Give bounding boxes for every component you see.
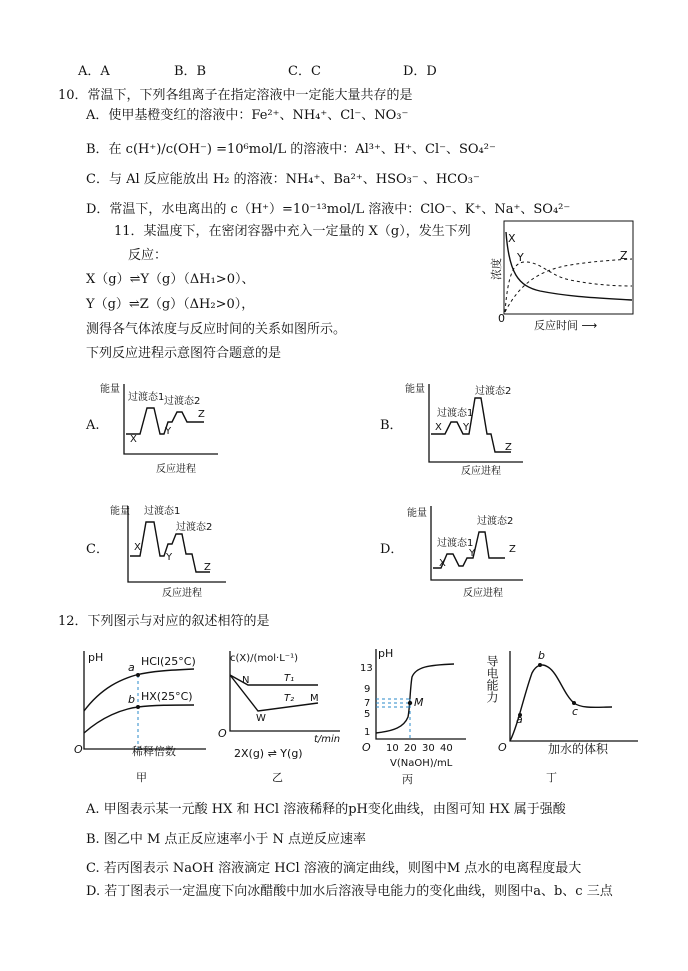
- ding-origin: O: [498, 741, 507, 754]
- ding-xlabel: 加水的体积: [548, 742, 609, 756]
- q11-eq2: Y（g）⇌Z（g）（ΔH₂>0），: [86, 297, 255, 312]
- diagram-c-letter: C．: [86, 542, 109, 557]
- ts1-label-b: 过渡态1: [437, 408, 474, 419]
- bing-xlabel: V(NaOH)/mL: [390, 758, 453, 769]
- q11-line2: 反应：: [128, 248, 168, 263]
- yi-point-m: M: [310, 693, 319, 704]
- q10-option-d: D．常温下，水电离出的 c（H⁺）=10⁻¹³mol/L 溶液中：ClO⁻、K⁺、Na⁺、SO₄²⁻: [86, 202, 571, 217]
- bing-xtick-20: 20: [404, 743, 417, 754]
- q11-line3: 测得各气体浓度与反应时间的关系如图所示。: [86, 322, 347, 337]
- diagram-d-letter: D．: [380, 542, 404, 557]
- prev-option-c: C．C: [288, 64, 321, 79]
- energy-diagram-b: [405, 378, 535, 478]
- jia-point-b: b: [128, 693, 135, 706]
- yi-xlabel: t/min: [314, 734, 341, 745]
- graph-jia: [72, 645, 212, 785]
- y-label-b: Y: [463, 422, 470, 433]
- bing-ytick-9: 9: [364, 684, 371, 695]
- ding-point-a: a: [516, 713, 523, 726]
- x-label-d: X: [439, 558, 446, 569]
- q10-option-a: A．使甲基橙变红的溶液中：Fe²⁺、NH₄⁺、Cl⁻、NO₃⁻: [86, 108, 409, 123]
- energy-label-c: 能量: [110, 506, 130, 517]
- bing-caption: 丙: [402, 773, 413, 786]
- jia-origin: O: [74, 743, 83, 756]
- graph-yi: [214, 645, 354, 785]
- q11-line1: 11．某温度下，在密闭容器中充入一定量的 X（g），发生下列: [114, 224, 471, 239]
- energy-diagram-c: [110, 500, 240, 600]
- concentration-time-graph: [490, 218, 640, 336]
- yi-caption: 乙: [272, 771, 283, 784]
- conc-origin: 0: [498, 312, 505, 325]
- ts2-label-c: 过渡态2: [176, 522, 213, 533]
- diagram-a-letter: A.: [86, 418, 100, 433]
- bing-xtick-40: 40: [440, 743, 453, 754]
- bing-xtick-10: 10: [386, 743, 399, 754]
- yi-ylabel: c(X)/(mol·L⁻¹): [230, 653, 298, 664]
- q12-option-d: D. 若丁图表示一定温度下向冰醋酸中加水后溶液导电能力的变化曲线，则图中a、b、c 三点: [86, 884, 613, 899]
- curve-x-label: X: [508, 232, 516, 245]
- ts1-label-a: 过渡态1: [128, 392, 165, 403]
- q12-option-a: A. 甲图表示某一元酸 HX 和 HCl 溶液稀释的pH变化曲线，由图可知 HX 属于强酸: [86, 802, 566, 817]
- z-label-c: Z: [204, 562, 211, 573]
- progress-label-d: 反应进程: [463, 588, 503, 599]
- yi-t1: T₁: [284, 673, 295, 684]
- graph-ding: [485, 645, 648, 785]
- x-label-b: X: [435, 422, 442, 433]
- q12-stem: 12．下列图示与对应的叙述相符的是: [58, 614, 270, 629]
- ts1-label-d: 过渡态1: [437, 538, 474, 549]
- energy-label-d: 能量: [407, 508, 427, 519]
- conc-x-label: 反应时间 ⟶: [534, 319, 598, 332]
- jia-point-a: a: [128, 661, 135, 674]
- yi-point-w: W: [256, 713, 266, 724]
- ts2-label-a: 过渡态2: [164, 396, 201, 407]
- q12-option-b: B. 图乙中 M 点正反应速率小于 N 点逆反应速率: [86, 832, 367, 847]
- diagram-b-letter: B．: [380, 418, 403, 433]
- progress-label-c: 反应进程: [162, 588, 202, 599]
- conc-axis-label: 浓度: [490, 258, 503, 280]
- bing-origin: O: [362, 741, 371, 754]
- q11-line4: 下列反应进程示意图符合题意的是: [86, 346, 282, 361]
- curve-y-label: Y: [517, 251, 524, 264]
- ding-point-c: c: [572, 705, 579, 718]
- prev-option-b: B．B: [174, 64, 207, 79]
- ts1-label-c: 过渡态1: [144, 506, 181, 517]
- z-label-d: Z: [509, 544, 516, 555]
- ding-caption: 丁: [546, 771, 557, 784]
- energy-diagram-d: [405, 500, 535, 600]
- ding-ylabel-1: 导电能力: [485, 655, 499, 703]
- jia-ylabel: pH: [88, 651, 104, 664]
- ts2-label-b: 过渡态2: [475, 386, 512, 397]
- q12-option-c: C. 若丙图表示 NaOH 溶液滴定 HCl 溶液的滴定曲线，则图中M 点水的电离程度最大: [86, 861, 582, 876]
- curve-z-label: Z: [620, 249, 628, 262]
- q10-option-b: B．在 c(H⁺)/c(OH⁻) =10⁶mol/L 的溶液中：Al³⁺、H⁺、Cl⁻、SO₄²⁻: [86, 142, 496, 157]
- progress-label-a: 反应进程: [156, 464, 196, 475]
- q11-eq1: X（g）⇌Y（g）（ΔH₁>0）、: [86, 272, 255, 287]
- ding-point-b: b: [538, 649, 545, 662]
- yi-equation: 2X(g) ⇌ Y(g): [234, 747, 303, 760]
- y-label-d: Y: [469, 548, 476, 559]
- yi-origin: O: [218, 727, 227, 740]
- bing-point-m: M: [414, 696, 424, 709]
- jia-xlabel: 稀释倍数: [132, 745, 176, 758]
- x-label-a: X: [130, 434, 137, 445]
- x-label-c: X: [134, 542, 141, 553]
- bing-ytick-5: 5: [364, 709, 371, 720]
- bing-ytick-7: 7: [364, 698, 371, 709]
- y-label-c: Y: [166, 552, 173, 563]
- bing-ytick-13: 13: [360, 663, 373, 674]
- energy-diagram-a: [100, 378, 230, 478]
- z-label-a: Z: [198, 409, 205, 420]
- progress-label-b: 反应进程: [461, 466, 501, 477]
- yi-t2: T₂: [284, 693, 295, 704]
- prev-option-a: A．A: [78, 64, 110, 79]
- bing-ylabel: pH: [378, 647, 394, 660]
- energy-label-a: 能量: [100, 384, 120, 395]
- z-label-b: Z: [505, 442, 512, 453]
- prev-option-d: D．D: [403, 64, 437, 79]
- bing-ytick-1: 1: [364, 727, 371, 738]
- graph-bing: [356, 645, 496, 785]
- bing-xtick-30: 30: [422, 743, 435, 754]
- energy-label-b: 能量: [405, 384, 425, 395]
- jia-curve-a: HCl(25°C): [141, 655, 196, 668]
- q10-option-c: C．与 Al 反应能放出 H₂ 的溶液：NH₄⁺、Ba²⁺、HSO₃⁻ 、HCO₃⁻: [86, 172, 480, 187]
- q10-stem: 10．常温下，下列各组离子在指定溶液中一定能大量共存的是: [58, 88, 413, 103]
- y-label-a: Y: [165, 426, 172, 437]
- jia-curve-b: HX(25°C): [141, 690, 193, 703]
- ts2-label-d: 过渡态2: [477, 516, 514, 527]
- jia-caption: 甲: [136, 771, 147, 784]
- yi-point-n: N: [242, 675, 250, 686]
